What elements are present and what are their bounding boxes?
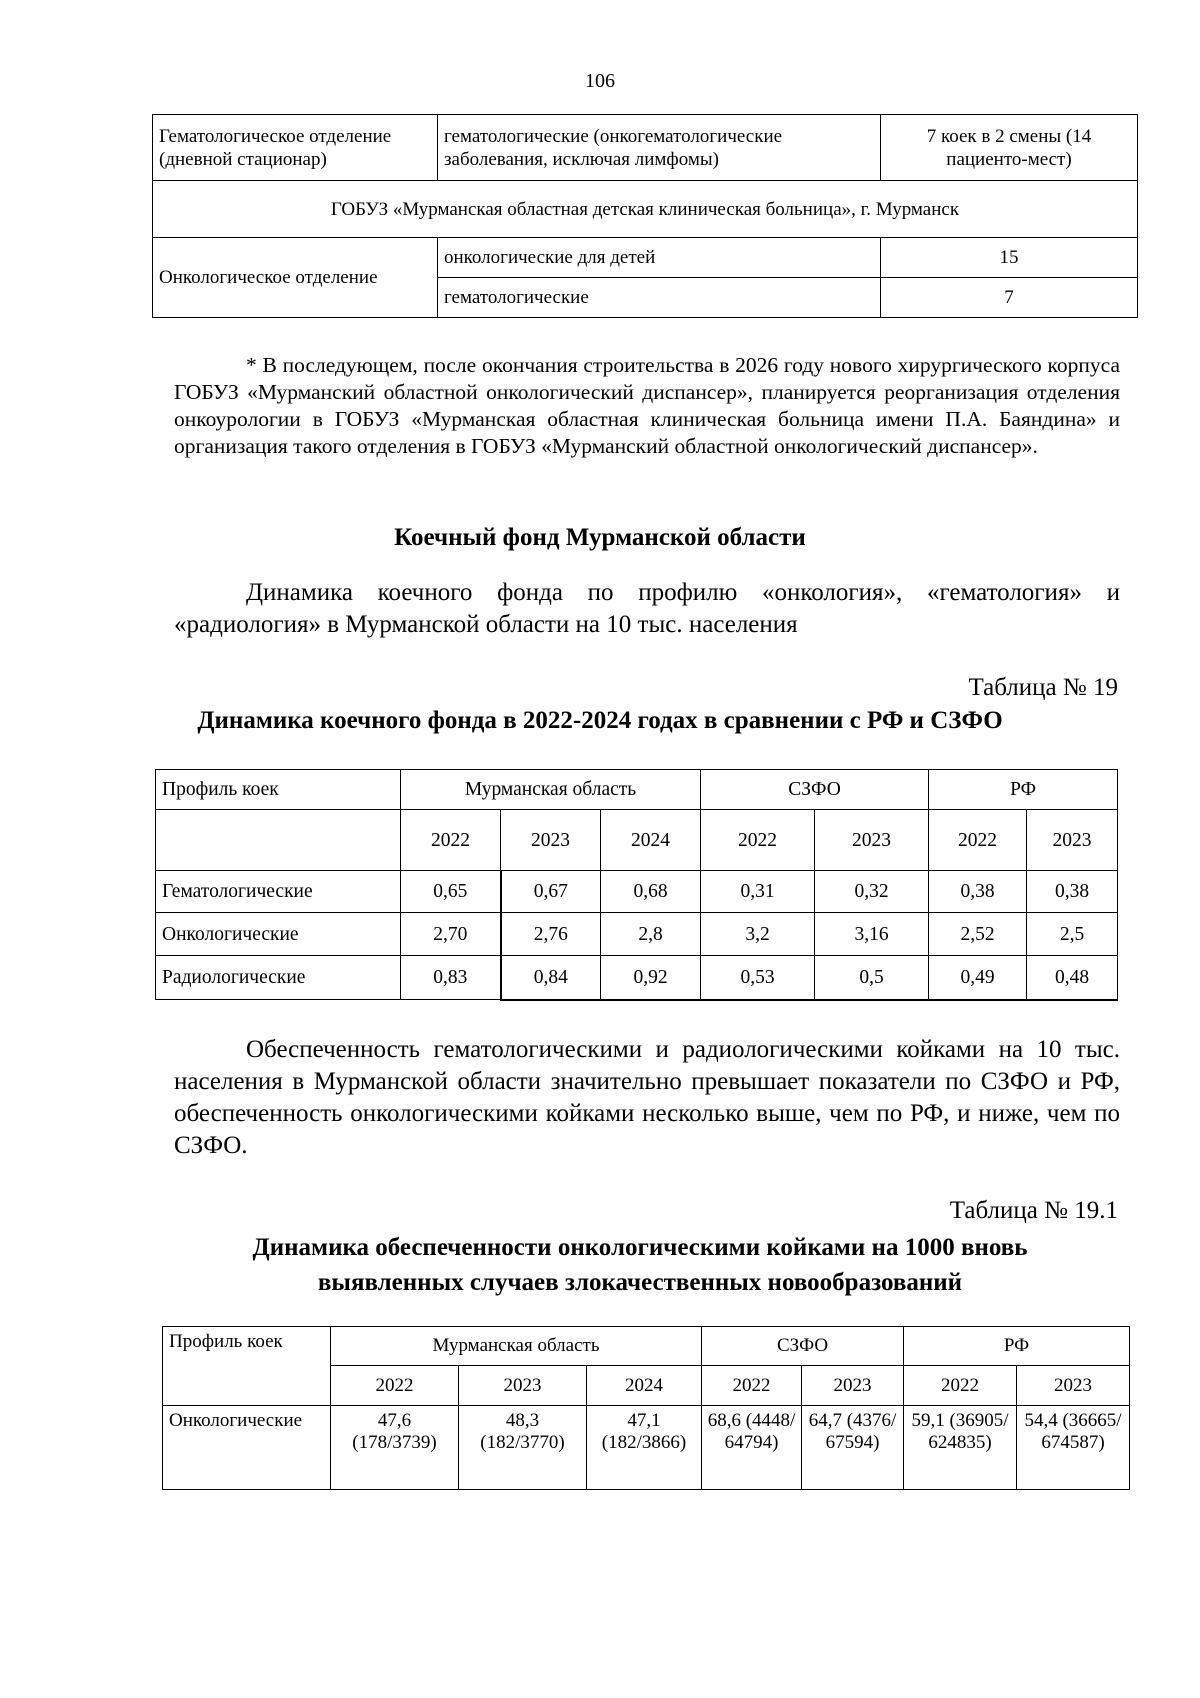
row-label: Гематологические [156, 871, 401, 913]
value-cell: 48,3 (182/3770) [459, 1406, 587, 1490]
value-cell: 0,38 [1027, 871, 1118, 913]
table-row [153, 181, 1138, 238]
year-cell: 2022 [702, 1366, 802, 1406]
beds-cell: 15 [881, 238, 1138, 278]
table19-number: Таблица № 19 [968, 674, 1118, 701]
value-cell: 2,76 [501, 913, 601, 956]
table191-number: Таблица № 19.1 [949, 1197, 1118, 1224]
table19-title: Динамика коечного фонда в 2022-2024 годах в сравнении с РФ и СЗФО [197, 707, 1003, 734]
year-cell: 2022 [701, 810, 815, 871]
value-cell: 0,49 [929, 956, 1027, 1000]
header-murmansk: Мурманская область [331, 1327, 702, 1366]
row-label: Радиологические [156, 956, 401, 1000]
value-cell: 0,48 [1027, 956, 1118, 1000]
table191 [162, 1326, 1130, 1490]
value-cell: 3,16 [815, 913, 929, 956]
table-row [163, 1406, 1130, 1490]
header-szfo: СЗФО [701, 770, 929, 810]
year-cell: 2023 [501, 810, 601, 871]
value-cell: 47,6 (178/3739) [331, 1406, 459, 1490]
year-cell: 2022 [331, 1366, 459, 1406]
value-cell: 0,53 [701, 956, 815, 1000]
header-rf: РФ [929, 770, 1118, 810]
dept-cell: Гематологическое отделение (дневной стационар) [153, 115, 438, 181]
value-cell: 0,65 [401, 871, 501, 913]
page-number: 106 [585, 70, 615, 92]
beds-cell: 7 коек в 2 смены (14 пациенто-мест) [881, 115, 1138, 181]
value-cell: 2,52 [929, 913, 1027, 956]
value-cell: 2,8 [601, 913, 701, 956]
value-cell: 54,4 (36665/ 674587) [1017, 1406, 1130, 1490]
header-profile: Профиль коек [156, 770, 401, 810]
value-cell: 0,67 [501, 871, 601, 913]
year-cell: 2022 [904, 1366, 1017, 1406]
row-label: Онкологические [156, 913, 401, 956]
value-cell: 0,83 [401, 956, 501, 1000]
value-cell: 68,6 (4448/ 64794) [702, 1406, 802, 1490]
section-heading: Коечный фонд Мурманской области [394, 524, 806, 551]
table-row [153, 115, 1138, 181]
value-cell: 0,38 [929, 871, 1027, 913]
value-cell: 0,92 [601, 956, 701, 1000]
table-row [156, 913, 1118, 956]
value-cell: 2,5 [1027, 913, 1118, 956]
value-cell: 0,32 [815, 871, 929, 913]
table-row [153, 238, 1138, 278]
value-cell: 0,84 [501, 956, 601, 1000]
value-cell: 47,1 (182/3866) [587, 1406, 702, 1490]
analysis-paragraph [174, 1034, 1120, 1162]
profile-cell: гематологические (онкогематологические заболевания, исключая лимфомы) [438, 115, 881, 181]
header-szfo: СЗФО [702, 1327, 904, 1366]
table-header-row [156, 770, 1118, 810]
header-rf: РФ [904, 1327, 1130, 1366]
header-profile: Профиль коек [163, 1327, 331, 1406]
year-cell: 2023 [459, 1366, 587, 1406]
table-row [156, 956, 1118, 1000]
value-cell: 0,68 [601, 871, 701, 913]
year-cell: 2023 [1017, 1366, 1130, 1406]
analysis-text: Обеспеченность гематологическими и радиологическими койками на 10 тыс. населения в Мурманской области значительно превышает показатели по СЗФО и РФ, обеспеченность онкологическими койками несколько выше, чем по РФ, и ниже, чем по СЗФО. [174, 1036, 1120, 1159]
dept-cell: Онкологическое отделение [153, 238, 438, 318]
year-cell: 2022 [929, 810, 1027, 871]
footnote-text: * В последующем, после окончания строительства в 2026 году нового хирургического корпуса ГОБУЗ «Мурманский областной онкологический диспансер», планируется реорганизация отделения онкоурологии в ГОБУЗ «Мурманская областная клиническая больница имени П.А. Баяндина» и организация такого отделения в ГОБУЗ «Мурманский областной онкологический диспансер». [174, 353, 1120, 458]
year-cell: 2023 [815, 810, 929, 871]
table19 [155, 769, 1118, 1001]
table-departments [152, 114, 1138, 318]
year-cell: 2023 [1027, 810, 1118, 871]
profile-cell: гематологические [438, 278, 881, 318]
intro-paragraph [174, 577, 1120, 641]
section-row: ГОБУЗ «Мурманская областная детская клиническая больница», г. Мурманск [153, 181, 1138, 238]
table-years-row [156, 810, 1118, 871]
value-cell: 2,70 [401, 913, 501, 956]
footnote [174, 352, 1120, 460]
value-cell: 0,5 [815, 956, 929, 1000]
value-cell: 59,1 (36905/ 624835) [904, 1406, 1017, 1490]
year-cell: 2024 [601, 810, 701, 871]
year-cell: 2022 [401, 810, 501, 871]
year-cell: 2024 [587, 1366, 702, 1406]
value-cell: 3,2 [701, 913, 815, 956]
row-label: Онкологические [163, 1406, 331, 1490]
header-murmansk: Мурманская область [401, 770, 701, 810]
empty-cell [156, 810, 401, 871]
beds-cell: 7 [881, 278, 1138, 318]
value-cell: 0,31 [701, 871, 815, 913]
table-row [156, 871, 1118, 913]
value-cell: 64,7 (4376/ 67594) [802, 1406, 904, 1490]
table191-title: Динамика обеспеченности онкологическими койками на 1000 вновь выявленных случаев злокачественных новообразований [252, 1234, 1028, 1296]
year-cell: 2023 [802, 1366, 904, 1406]
table-header-row [163, 1327, 1130, 1366]
intro-text: Динамика коечного фонда по профилю «онкология», «гематология» и «радиология» в Мурманской области на 10 тыс. населения [174, 579, 1120, 638]
profile-cell: онкологические для детей [438, 238, 881, 278]
